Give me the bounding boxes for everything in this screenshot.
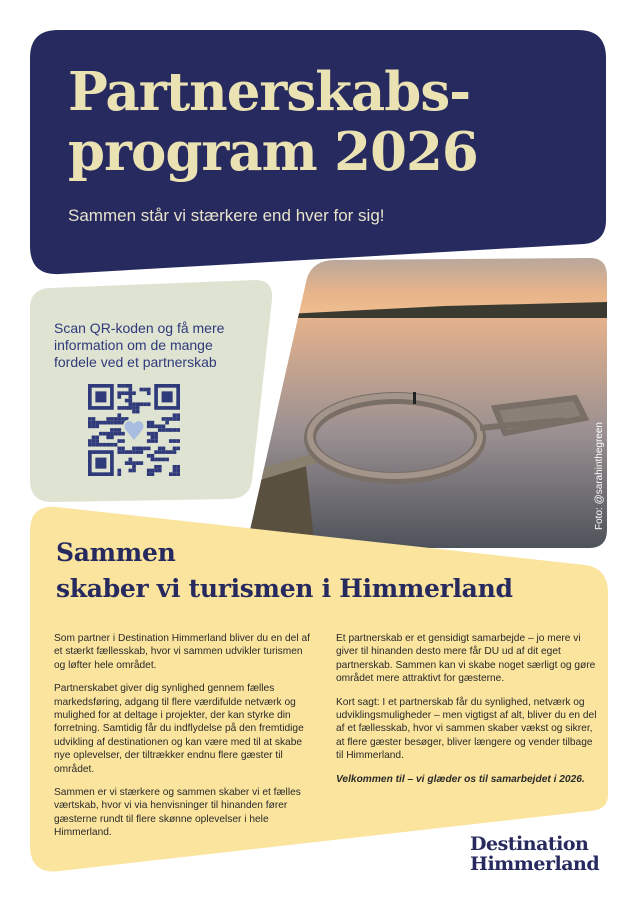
paragraph: Et partnerskab er et gensidigt samarbejde – jo mere vi giver til hinanden desto mere får DU ud af dit eget partnerskab. Sammen kan vi skabe noget særligt og gøre området mere attraktivt for gæsterne. xyxy=(336,633,596,685)
paragraph: Sammen er vi stærkere og sammen skaber vi et fælles værtskab, hvor vi via henvisninger til hinanden fører gæsterne rundt til flere skønne oplevelser i hele Himmerland. xyxy=(54,787,301,839)
body-column-right xyxy=(336,632,598,796)
photo-credit: Foto: @sarahinthegreen xyxy=(594,422,605,530)
destination-himmerland-logo: Destination Himmerland xyxy=(470,833,600,875)
paragraph: Kort sagt: I et partnerskab får du synlighed, netværk og udviklingsmuligheder – men vigtigst af alt, bliver du en del af et fællesskab, hvor vi sammen skaber vækst og sikrer, at flere gæster besøger, bliver længere og vender tilbage til Himmerland. xyxy=(336,696,597,762)
section-heading: Sammen skaber vi turismen i Himmerland xyxy=(56,538,513,603)
subtitle: Sammen står vi stærkere end hver for sig! xyxy=(68,206,385,225)
body-column-left xyxy=(54,632,316,850)
paragraph: Partnerskabet giver dig synlighed gennem fælles markedsføring, adgang til flere værdifulde netværk og mulighed for at deltage i projekter, der kan styrke din forretning. Samtidig får du indflydelse på den fremtidige udvikling af destinationen og kan være med til at skabe nye oplevelser, der tiltrækker endnu flere gæster til området. xyxy=(54,683,304,775)
qr-code[interactable] xyxy=(88,384,180,476)
qr-instructions: Scan QR-koden og få mere information om de mange fordele ved et partnerskab xyxy=(54,320,225,370)
paragraph: Som partner i Destination Himmerland bliver du en del af et stærkt fællesskab, hvor vi sammen udvikler turismen og løfter hele området. xyxy=(54,633,310,671)
page-title: Partnerskabs- program 2026 xyxy=(68,61,478,183)
closing-text: Velkommen til – vi glæder os til samarbejdet i 2026. xyxy=(336,773,585,785)
